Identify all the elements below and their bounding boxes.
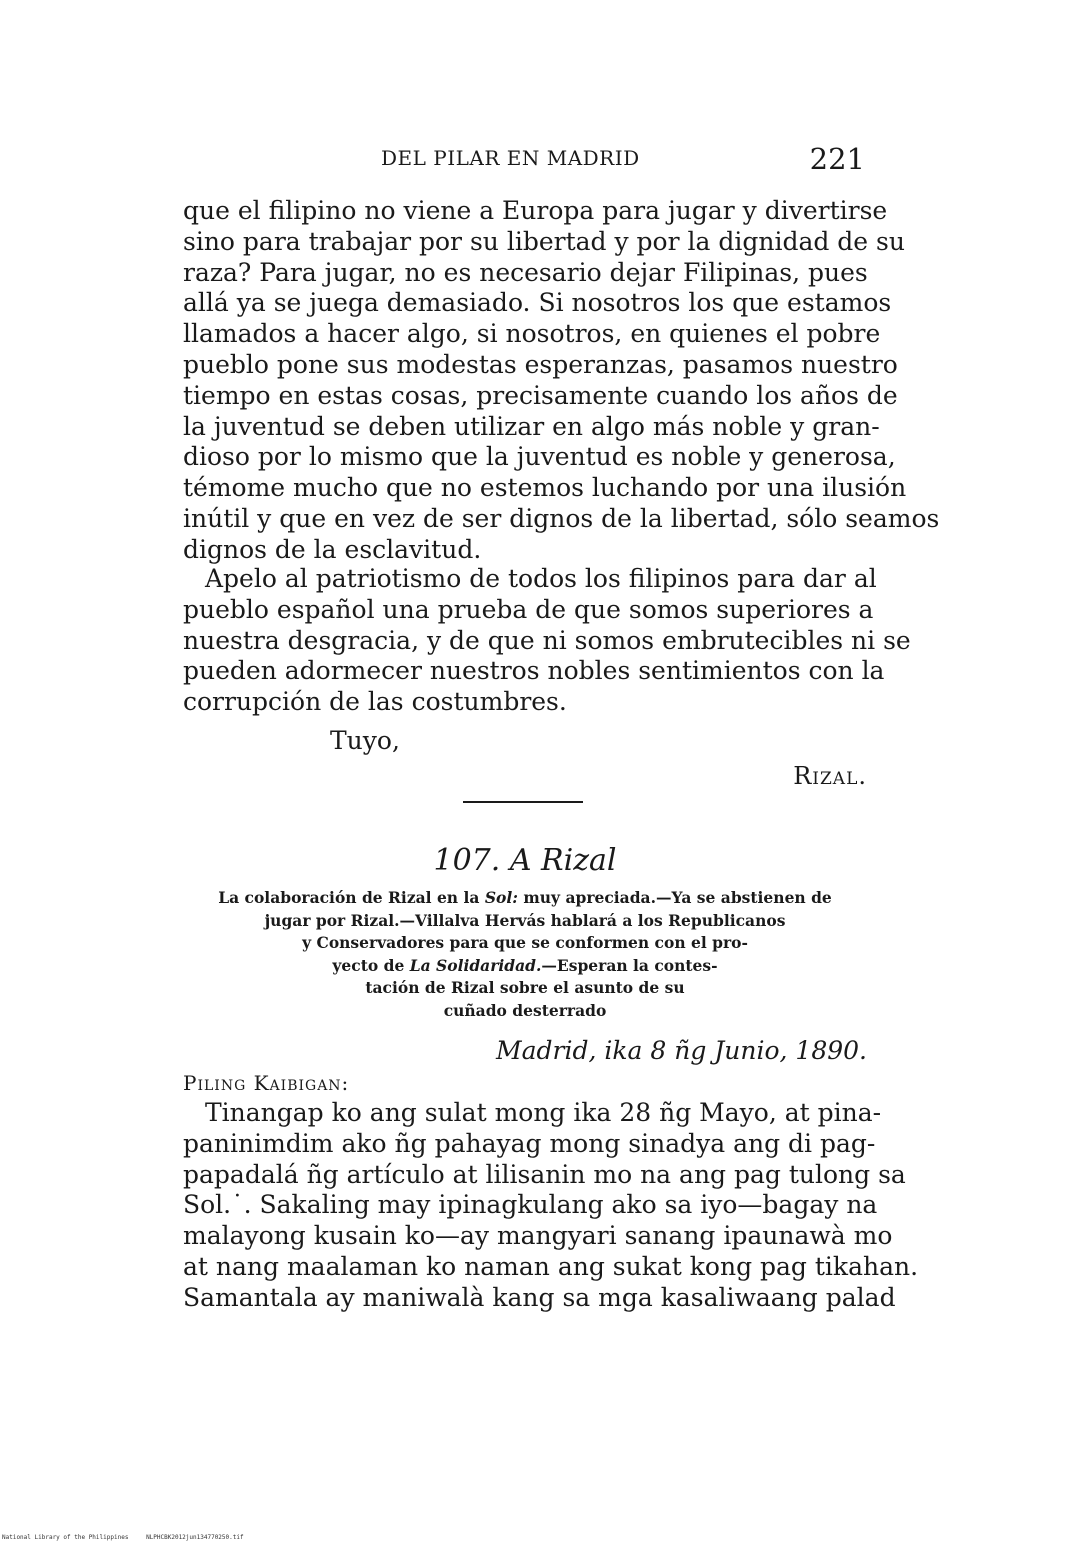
summary-text: yecto de [332, 955, 410, 975]
scan-filename: NLPHCBK2012jun134770250.tif [146, 1534, 244, 1541]
text-line: llamados a hacer algo, si nosotros, en quienes el pobre [183, 319, 881, 349]
text-line: papadalá ñg artículo at lilisanin mo na ang pag tulong sa [183, 1159, 906, 1189]
text-line: paninimdim ako ñg pahayag mong sinadya ang di pag- [183, 1128, 876, 1158]
summary-line: tación de Rizal sobre el asunto de su [365, 978, 685, 997]
text-line: la juventud se deben utilizar en algo más noble y gran- [183, 411, 880, 441]
summary-line: jugar por Rizal.—Villalva Hervás hablará a los Republicanos [264, 910, 786, 930]
text-line: malayong kusain ko—ay mangyari sanang ipaunawà mo [183, 1221, 893, 1251]
dateline: Madrid, ika 8 ñg Junio, 1890. [496, 1036, 867, 1065]
text-line: sino para trabajar por su libertad y por la dignidad de su [183, 226, 905, 256]
text-line: raza? Para jugar, no es necesario dejar Filipinas, pues [183, 257, 868, 287]
salutation: Piling Kaibigan: [183, 1071, 350, 1095]
text-line: Sol.˙. Sakaling may ipinagkulang ako sa iyo—bagay na [183, 1190, 878, 1220]
paragraph-3 [183, 1098, 919, 1314]
text-line: Tinangap ko ang sulat mong ika 28 ñg Mayo, at pina- [205, 1098, 882, 1127]
summary-italic: La Solidaridad. [409, 955, 542, 975]
running-title: DEL PILAR EN MADRID [381, 146, 640, 170]
text-line: Samantala ay maniwalà kang sa mga kasaliwaang palad [183, 1282, 896, 1312]
letter-summary [183, 887, 867, 1022]
text-line: corrupción de las costumbres. [183, 687, 567, 717]
text-line: que el filipino no viene a Europa para jugar y divertirse [183, 196, 888, 225]
text-line: pueden adormecer nuestros nobles sentimientos con la [183, 656, 885, 686]
summary-line: y Conservadores para que se conformen con el pro- [302, 933, 748, 952]
summary-line [183, 887, 867, 910]
running-head [183, 144, 867, 178]
summary-line: cuñado desterrado [443, 1000, 607, 1020]
scan-footer [2, 1534, 258, 1541]
text-line: tiempo en estas cosas, precisamente cuando los años de [183, 380, 898, 410]
signature: Rizal. [793, 762, 867, 790]
paragraph-2 [183, 564, 911, 718]
text-line: Apelo al patriotismo de todos los filipinos para dar al [205, 564, 877, 593]
paragraph-1 [183, 196, 940, 566]
text-line: témome mucho que no estemos luchando por una ilusión [183, 473, 907, 503]
text-line: allá ya se juega demasiado. Si nosotros los que estamos [183, 288, 892, 318]
text-line: dignos de la esclavitud. [183, 534, 482, 564]
closing: Tuyo, [330, 726, 400, 755]
text-line: at nang maalaman ko naman ang sukat kong pag tikahan. [183, 1251, 919, 1281]
text-line: nuestra desgracia, y de que ni somos embrutecibles ni se [183, 625, 911, 655]
summary-text: —Esperan la contes- [541, 955, 718, 975]
page-number: 221 [809, 142, 865, 176]
text-line: inútil y que en vez de ser dignos de la libertad, sólo seamos [183, 503, 940, 533]
text-line: dioso por lo mismo que la juventud es noble y generosa, [183, 442, 896, 472]
text-line: pueblo español una prueba de que somos superiores a [183, 594, 874, 624]
library-credit: National Library of the Philippines [2, 1534, 129, 1541]
text-line: pueblo pone sus modestas esperanzas, pasamos nuestro [183, 349, 898, 379]
section-divider [463, 801, 583, 803]
letter-heading: 107. A Rizal [433, 843, 617, 878]
summary-italic: Sol: [484, 888, 518, 907]
summary-text: muy apreciada.—Ya se abstienen de [517, 888, 832, 907]
summary-line [183, 955, 867, 978]
summary-text: La colaboración de Rizal en la [218, 888, 485, 907]
